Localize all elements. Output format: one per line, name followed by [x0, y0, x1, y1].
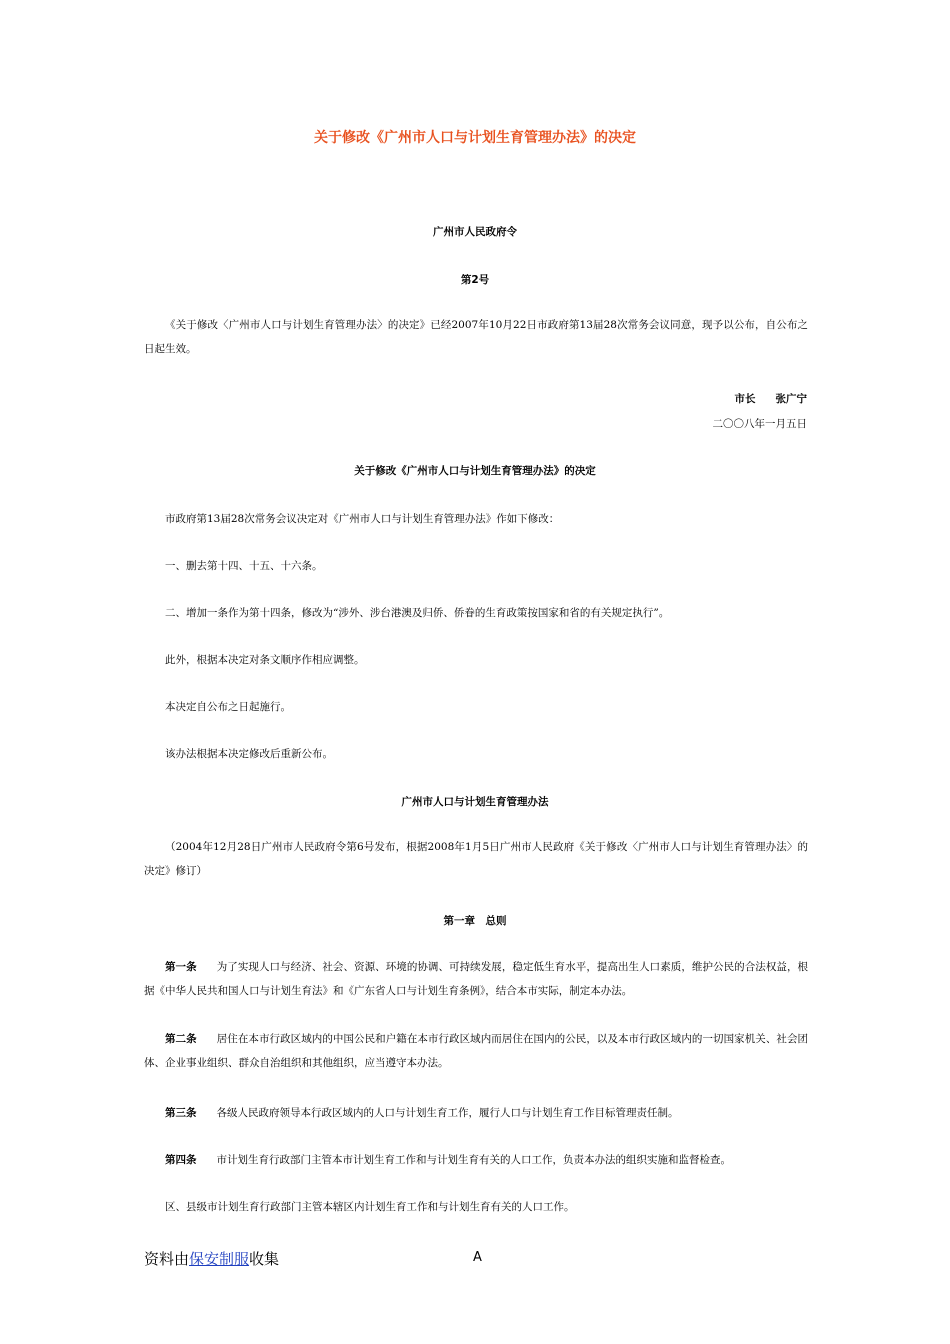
article-label: 第二条: [165, 1033, 197, 1045]
footer-suffix: 收集: [249, 1250, 280, 1268]
signature-line: [735, 391, 808, 406]
decision-item-2: 二、增加一条作为第十四条，修改为“涉外、涉台港澳及归侨、侨眷的生育政策按国家和省的有关规定执行”。: [165, 607, 670, 619]
order-date: 二〇〇八年一月五日: [712, 418, 807, 430]
article-3: [165, 1105, 679, 1120]
decision-item-1: 一、删去第十四、十五、十六条。: [165, 560, 323, 572]
article-text: 市计划生育行政部门主管本市计划生育工作和与计划生育有关的人口工作，负责本办法的组织实施和监督检查。: [216, 1154, 731, 1166]
decision-republish: 该办法根据本决定修改后重新公布。: [165, 748, 333, 760]
signer-title: 市长: [734, 393, 756, 405]
measures-heading: 广州市人口与计划生育管理办法: [401, 796, 549, 808]
chapter-heading: 第一章 总则: [443, 915, 507, 927]
article-2: [144, 1027, 808, 1075]
signer-name: 张广宁: [775, 393, 807, 405]
order-issuer: 广州市人民政府令: [433, 226, 517, 238]
order-text: 《关于修改〈广州市人口与计划生育管理办法〉的决定》已经2007年10月22日市政府第13届28次常务会议同意，现予以公布，自公布之日起生效。: [144, 319, 808, 355]
article-1: [144, 955, 808, 1003]
article-4: [165, 1152, 731, 1167]
article-text: 各级人民政府领导本行政区域内的人口与计划生育工作，履行人口与计划生育工作目标管理责任制。: [216, 1107, 679, 1119]
decision-heading: 关于修改《广州市人口与计划生育管理办法》的决定: [354, 465, 596, 477]
article-label: 第三条: [165, 1107, 197, 1119]
decision-adjust: 此外，根据本决定对条文顺序作相应调整。: [165, 654, 365, 666]
footer-link[interactable]: 保安制服: [189, 1250, 250, 1268]
order-number: 第2号: [460, 274, 490, 286]
decision-effective: 本决定自公布之日起施行。: [165, 701, 291, 713]
decision-intro: 市政府第13届28次常务会议决定对《广州市人口与计划生育管理办法》作如下修改：: [165, 513, 560, 525]
article-label: 第四条: [165, 1154, 197, 1166]
article-text: 为了实现人口与经济、社会、资源、环境的协调、可持续发展，稳定低生育水平，提高出生人口素质，维护公民的合法权益，根据《中华人民共和国人口与计划生育法》和《广东省人口与计划生育条例》，结合本市实际，制定本办法。: [144, 961, 809, 997]
article-4-paragraph-2: 区、县级市计划生育行政部门主管本辖区内计划生育工作和与计划生育有关的人口工作。: [165, 1201, 575, 1213]
document-title: 关于修改《广州市人口与计划生育管理办法》的决定: [314, 130, 636, 146]
footer-prefix: 资料由: [144, 1250, 190, 1268]
article-text: 居住在本市行政区域内的中国公民和户籍在本市行政区域内而居住在国内的公民，以及本市行政区域内的一切国家机关、社会团体、企业事业组织、群众自治组织和其他组织，应当遵守本办法。: [144, 1033, 809, 1069]
measures-note: （2004年12月28日广州市人民政府令第6号发布，根据2008年1月5日广州市人民政府《关于修改〈广州市人口与计划生育管理办法〉的决定》修订）: [144, 841, 808, 877]
article-label: 第一条: [165, 961, 197, 973]
page-number: A: [473, 1250, 482, 1265]
footer-source: [144, 1248, 279, 1269]
